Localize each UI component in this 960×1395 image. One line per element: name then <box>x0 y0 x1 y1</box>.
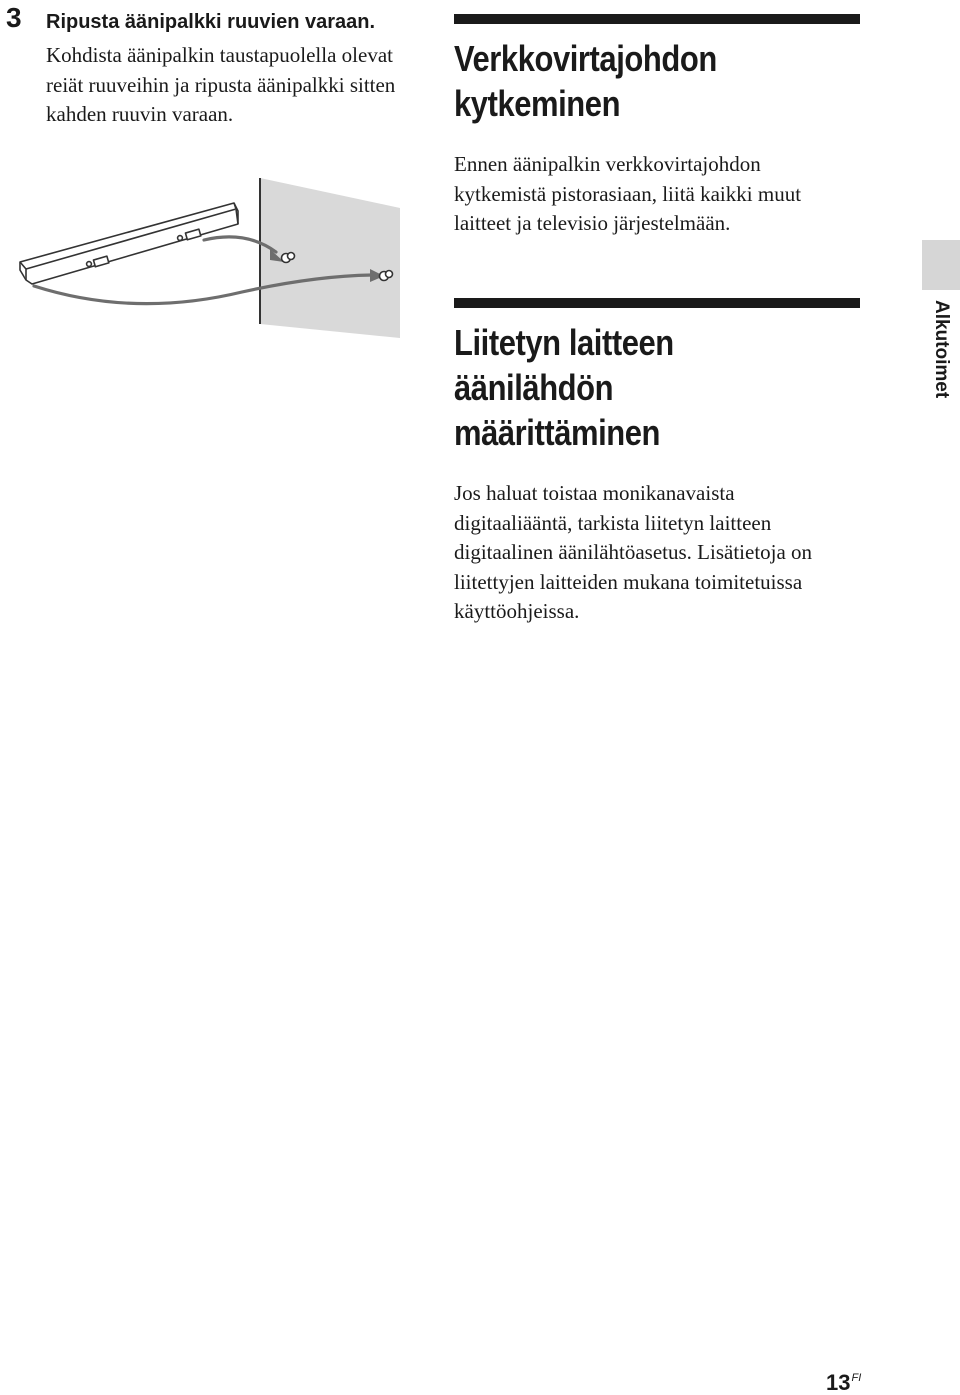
section-rule <box>454 298 860 308</box>
section-heading: Liitetyn laitteen äänilähdön määrittäminen <box>454 322 674 453</box>
step-instructions: Kohdista äänipalkin taustapuolella olevat reiät ruuveihin ja ripusta äänipalkki sitten kahden ruuvin varaan. <box>46 43 396 126</box>
wall-mount-illustration <box>14 178 406 342</box>
page-number-value: 13 <box>826 1370 851 1395</box>
page-language: FI <box>851 1372 862 1384</box>
sound-bar <box>20 203 238 284</box>
page-number <box>826 1366 861 1395</box>
step-title: Ripusta äänipalkki ruuvien varaan. <box>46 11 376 33</box>
section-body: Ennen äänipalkin verkkovirtajohdon kytkemistä pistorasiaan, liitä kaikki muut laitteet ja televisio järjestelmään. <box>454 152 802 235</box>
section-heading: Verkkovirtajohdon kytkeminen <box>454 38 717 124</box>
section-rule <box>454 14 860 24</box>
section-body: Jos haluat toistaa monikanavaista digitaaliääntä, tarkista liitetyn laitteen digitaalinen äänilähtöasetus. Lisätietoja on liitettyjen laitteiden mukana toimitetuissa käyttöohjeissa. <box>454 481 813 623</box>
step-number: 3 <box>6 2 22 33</box>
side-tab-marker <box>922 240 960 290</box>
side-tab-label: Alkutoimet <box>931 300 952 399</box>
